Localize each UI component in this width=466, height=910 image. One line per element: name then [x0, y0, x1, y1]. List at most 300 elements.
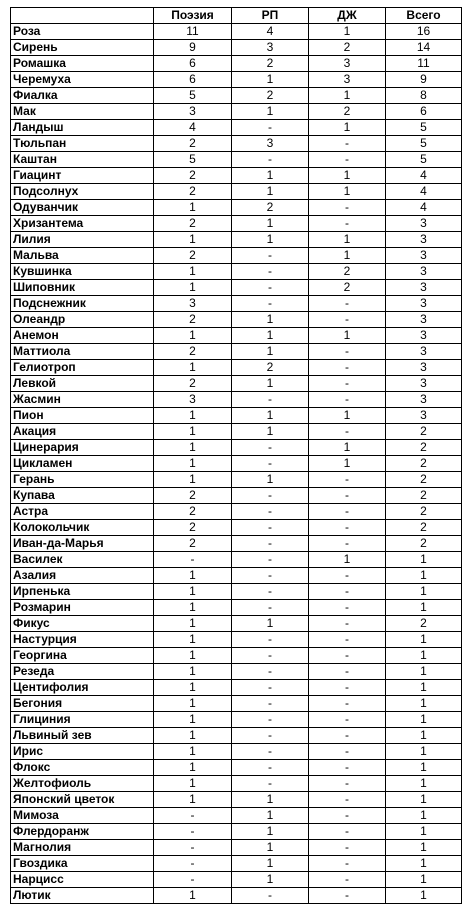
cell-total[interactable]: 2: [386, 440, 462, 456]
cell-total[interactable]: 2: [386, 488, 462, 504]
cell-name[interactable]: Центифолия: [11, 680, 154, 696]
cell-name[interactable]: Ирис: [11, 744, 154, 760]
cell-dj[interactable]: 1: [309, 24, 386, 40]
cell-dj[interactable]: 2: [309, 104, 386, 120]
cell-total[interactable]: 8: [386, 88, 462, 104]
cell-total[interactable]: 1: [386, 824, 462, 840]
cell-name[interactable]: Бегония: [11, 696, 154, 712]
cell-poetry[interactable]: 1: [154, 712, 232, 728]
cell-rp[interactable]: -: [232, 712, 309, 728]
cell-poetry[interactable]: 2: [154, 344, 232, 360]
cell-poetry[interactable]: 1: [154, 792, 232, 808]
cell-name[interactable]: Японский цветок: [11, 792, 154, 808]
cell-rp[interactable]: -: [232, 728, 309, 744]
cell-dj[interactable]: -: [309, 296, 386, 312]
cell-total[interactable]: 2: [386, 472, 462, 488]
cell-total[interactable]: 1: [386, 808, 462, 824]
cell-poetry[interactable]: 2: [154, 376, 232, 392]
cell-rp[interactable]: 2: [232, 360, 309, 376]
table-row: [11, 600, 462, 616]
cell-dj[interactable]: -: [309, 536, 386, 552]
cell-name[interactable]: Тюльпан: [11, 136, 154, 152]
cell-name[interactable]: Цикламен: [11, 456, 154, 472]
cell-name[interactable]: Гвоздика: [11, 856, 154, 872]
cell-poetry[interactable]: 1: [154, 760, 232, 776]
header-cell-total[interactable]: Всего: [386, 8, 462, 24]
cell-rp[interactable]: 1: [232, 408, 309, 424]
cell-name[interactable]: Ромашка: [11, 56, 154, 72]
cell-name[interactable]: Цинерария: [11, 440, 154, 456]
cell-rp[interactable]: 1: [232, 216, 309, 232]
cell-poetry[interactable]: 1: [154, 424, 232, 440]
cell-dj[interactable]: -: [309, 504, 386, 520]
cell-dj[interactable]: -: [309, 824, 386, 840]
cell-rp[interactable]: 1: [232, 184, 309, 200]
cell-dj[interactable]: -: [309, 360, 386, 376]
cell-dj[interactable]: -: [309, 888, 386, 904]
cell-dj[interactable]: -: [309, 872, 386, 888]
cell-poetry[interactable]: -: [154, 824, 232, 840]
table-row: [11, 632, 462, 648]
cell-rp[interactable]: -: [232, 488, 309, 504]
cell-rp[interactable]: -: [232, 632, 309, 648]
cell-poetry[interactable]: 3: [154, 104, 232, 120]
table-row: [11, 728, 462, 744]
cell-name[interactable]: Глициния: [11, 712, 154, 728]
cell-name[interactable]: Герань: [11, 472, 154, 488]
header-row: [11, 8, 462, 24]
cell-total[interactable]: 3: [386, 408, 462, 424]
cell-poetry[interactable]: 2: [154, 216, 232, 232]
cell-rp[interactable]: 1: [232, 72, 309, 88]
cell-dj[interactable]: -: [309, 728, 386, 744]
table-row: [11, 520, 462, 536]
cell-poetry[interactable]: 1: [154, 776, 232, 792]
cell-poetry[interactable]: 1: [154, 632, 232, 648]
cell-name[interactable]: Иван-да-Марья: [11, 536, 154, 552]
cell-poetry[interactable]: 1: [154, 280, 232, 296]
table-row: [11, 280, 462, 296]
cell-total[interactable]: 11: [386, 56, 462, 72]
cell-total[interactable]: 1: [386, 696, 462, 712]
cell-total[interactable]: 6: [386, 104, 462, 120]
cell-dj[interactable]: 2: [309, 40, 386, 56]
cell-total[interactable]: 3: [386, 312, 462, 328]
cell-total[interactable]: 3: [386, 360, 462, 376]
cell-rp[interactable]: 1: [232, 792, 309, 808]
cell-poetry[interactable]: 1: [154, 472, 232, 488]
cell-dj[interactable]: -: [309, 744, 386, 760]
cell-dj[interactable]: -: [309, 472, 386, 488]
cell-dj[interactable]: 1: [309, 88, 386, 104]
cell-total[interactable]: 4: [386, 168, 462, 184]
cell-poetry[interactable]: 2: [154, 504, 232, 520]
cell-name[interactable]: Гиацинт: [11, 168, 154, 184]
table-row: [11, 552, 462, 568]
cell-total[interactable]: 5: [386, 136, 462, 152]
cell-name[interactable]: Василек: [11, 552, 154, 568]
cell-total[interactable]: 3: [386, 232, 462, 248]
cell-name[interactable]: Флердоранж: [11, 824, 154, 840]
cell-dj[interactable]: -: [309, 648, 386, 664]
cell-poetry[interactable]: -: [154, 840, 232, 856]
cell-dj[interactable]: -: [309, 664, 386, 680]
table-row: [11, 360, 462, 376]
cell-rp[interactable]: 1: [232, 872, 309, 888]
cell-dj[interactable]: 1: [309, 184, 386, 200]
cell-total[interactable]: 1: [386, 840, 462, 856]
cell-total[interactable]: 2: [386, 536, 462, 552]
cell-dj[interactable]: -: [309, 792, 386, 808]
cell-rp[interactable]: -: [232, 680, 309, 696]
cell-total[interactable]: 5: [386, 120, 462, 136]
cell-rp[interactable]: -: [232, 440, 309, 456]
cell-name[interactable]: Колокольчик: [11, 520, 154, 536]
cell-total[interactable]: 4: [386, 200, 462, 216]
cell-dj[interactable]: 1: [309, 456, 386, 472]
cell-rp[interactable]: 3: [232, 40, 309, 56]
cell-poetry[interactable]: 2: [154, 184, 232, 200]
cell-rp[interactable]: -: [232, 664, 309, 680]
cell-poetry[interactable]: 2: [154, 488, 232, 504]
cell-name[interactable]: Мальва: [11, 248, 154, 264]
cell-dj[interactable]: 1: [309, 408, 386, 424]
cell-total[interactable]: 3: [386, 296, 462, 312]
cell-total[interactable]: 1: [386, 680, 462, 696]
cell-rp[interactable]: -: [232, 264, 309, 280]
cell-rp[interactable]: 3: [232, 136, 309, 152]
cell-name[interactable]: Роза: [11, 24, 154, 40]
cell-dj[interactable]: -: [309, 392, 386, 408]
cell-rp[interactable]: -: [232, 648, 309, 664]
cell-poetry[interactable]: -: [154, 856, 232, 872]
cell-dj[interactable]: -: [309, 488, 386, 504]
cell-poetry[interactable]: 3: [154, 392, 232, 408]
cell-total[interactable]: 1: [386, 872, 462, 888]
cell-rp[interactable]: -: [232, 120, 309, 136]
cell-dj[interactable]: 1: [309, 552, 386, 568]
cell-rp[interactable]: 1: [232, 344, 309, 360]
cell-total[interactable]: 2: [386, 504, 462, 520]
cell-poetry[interactable]: 2: [154, 248, 232, 264]
table-row: [11, 424, 462, 440]
cell-dj[interactable]: -: [309, 584, 386, 600]
cell-poetry[interactable]: 1: [154, 200, 232, 216]
cell-total[interactable]: 1: [386, 552, 462, 568]
cell-total[interactable]: 1: [386, 568, 462, 584]
cell-dj[interactable]: -: [309, 200, 386, 216]
cell-rp[interactable]: 1: [232, 104, 309, 120]
cell-total[interactable]: 1: [386, 888, 462, 904]
cell-poetry[interactable]: 1: [154, 440, 232, 456]
cell-total[interactable]: 1: [386, 856, 462, 872]
cell-total[interactable]: 3: [386, 280, 462, 296]
cell-poetry[interactable]: 2: [154, 136, 232, 152]
cell-total[interactable]: 1: [386, 648, 462, 664]
cell-rp[interactable]: 1: [232, 312, 309, 328]
cell-rp[interactable]: -: [232, 280, 309, 296]
cell-poetry[interactable]: 2: [154, 168, 232, 184]
cell-dj[interactable]: -: [309, 680, 386, 696]
cell-name[interactable]: Резеда: [11, 664, 154, 680]
cell-total[interactable]: 2: [386, 616, 462, 632]
cell-dj[interactable]: -: [309, 136, 386, 152]
cell-rp[interactable]: 1: [232, 840, 309, 856]
cell-rp[interactable]: -: [232, 600, 309, 616]
cell-dj[interactable]: -: [309, 216, 386, 232]
cell-name[interactable]: Маттиола: [11, 344, 154, 360]
cell-total[interactable]: 3: [386, 344, 462, 360]
table-row: [11, 584, 462, 600]
header-cell-rp[interactable]: РП: [232, 8, 309, 24]
cell-poetry[interactable]: 1: [154, 888, 232, 904]
cell-name[interactable]: Лилия: [11, 232, 154, 248]
cell-dj[interactable]: 3: [309, 72, 386, 88]
cell-dj[interactable]: 1: [309, 232, 386, 248]
cell-rp[interactable]: 1: [232, 856, 309, 872]
cell-poetry[interactable]: 1: [154, 648, 232, 664]
cell-poetry[interactable]: 2: [154, 520, 232, 536]
cell-poetry[interactable]: 1: [154, 328, 232, 344]
cell-dj[interactable]: -: [309, 520, 386, 536]
cell-name[interactable]: Львиный зев: [11, 728, 154, 744]
cell-rp[interactable]: -: [232, 760, 309, 776]
cell-poetry[interactable]: 1: [154, 584, 232, 600]
cell-total[interactable]: 2: [386, 520, 462, 536]
cell-name[interactable]: Фикус: [11, 616, 154, 632]
cell-dj[interactable]: -: [309, 152, 386, 168]
table-row: [11, 568, 462, 584]
cell-poetry[interactable]: -: [154, 872, 232, 888]
cell-name[interactable]: Акация: [11, 424, 154, 440]
cell-poetry[interactable]: 1: [154, 232, 232, 248]
cell-dj[interactable]: 1: [309, 168, 386, 184]
table-row: [11, 40, 462, 56]
cell-name[interactable]: Олеандр: [11, 312, 154, 328]
cell-total[interactable]: 1: [386, 728, 462, 744]
cell-poetry[interactable]: 1: [154, 744, 232, 760]
cell-name[interactable]: Флокс: [11, 760, 154, 776]
cell-rp[interactable]: -: [232, 568, 309, 584]
cell-total[interactable]: 3: [386, 328, 462, 344]
cell-dj[interactable]: 1: [309, 120, 386, 136]
cell-name[interactable]: Кувшинка: [11, 264, 154, 280]
cell-rp[interactable]: -: [232, 152, 309, 168]
table-row: [11, 776, 462, 792]
cell-total[interactable]: 1: [386, 744, 462, 760]
cell-rp[interactable]: -: [232, 584, 309, 600]
cell-total[interactable]: 3: [386, 376, 462, 392]
cell-name[interactable]: Магнолия: [11, 840, 154, 856]
cell-total[interactable]: 9: [386, 72, 462, 88]
cell-name[interactable]: Анемон: [11, 328, 154, 344]
cell-name[interactable]: Фиалка: [11, 88, 154, 104]
cell-dj[interactable]: -: [309, 856, 386, 872]
cell-name[interactable]: Нарцисс: [11, 872, 154, 888]
cell-name[interactable]: Желтофиоль: [11, 776, 154, 792]
cell-total[interactable]: 1: [386, 600, 462, 616]
cell-rp[interactable]: 4: [232, 24, 309, 40]
cell-dj[interactable]: -: [309, 616, 386, 632]
cell-name[interactable]: Жасмин: [11, 392, 154, 408]
cell-name[interactable]: Каштан: [11, 152, 154, 168]
cell-name[interactable]: Мак: [11, 104, 154, 120]
cell-poetry[interactable]: 9: [154, 40, 232, 56]
cell-name[interactable]: Ландыш: [11, 120, 154, 136]
cell-dj[interactable]: -: [309, 344, 386, 360]
table-row: [11, 296, 462, 312]
cell-total[interactable]: 1: [386, 712, 462, 728]
cell-total[interactable]: 2: [386, 456, 462, 472]
cell-name[interactable]: Азалия: [11, 568, 154, 584]
cell-poetry[interactable]: 1: [154, 456, 232, 472]
cell-dj[interactable]: 1: [309, 248, 386, 264]
cell-rp[interactable]: -: [232, 296, 309, 312]
cell-rp[interactable]: -: [232, 744, 309, 760]
cell-name[interactable]: Георгина: [11, 648, 154, 664]
cell-total[interactable]: 3: [386, 264, 462, 280]
cell-name[interactable]: Пион: [11, 408, 154, 424]
cell-name[interactable]: Лютик: [11, 888, 154, 904]
cell-dj[interactable]: 2: [309, 264, 386, 280]
cell-rp[interactable]: 2: [232, 56, 309, 72]
table-row: [11, 104, 462, 120]
cell-total[interactable]: 1: [386, 760, 462, 776]
cell-total[interactable]: 2: [386, 424, 462, 440]
cell-total[interactable]: 4: [386, 184, 462, 200]
cell-dj[interactable]: -: [309, 696, 386, 712]
cell-rp[interactable]: 1: [232, 424, 309, 440]
cell-poetry[interactable]: 1: [154, 264, 232, 280]
table-row: [11, 840, 462, 856]
cell-name[interactable]: Подсолнух: [11, 184, 154, 200]
cell-rp[interactable]: 1: [232, 824, 309, 840]
cell-name[interactable]: Гелиотроп: [11, 360, 154, 376]
cell-rp[interactable]: 1: [232, 376, 309, 392]
cell-rp[interactable]: 1: [232, 472, 309, 488]
cell-dj[interactable]: 1: [309, 440, 386, 456]
cell-poetry[interactable]: 1: [154, 664, 232, 680]
cell-name[interactable]: Шиповник: [11, 280, 154, 296]
cell-poetry[interactable]: 6: [154, 72, 232, 88]
cell-total[interactable]: 3: [386, 392, 462, 408]
cell-rp[interactable]: -: [232, 776, 309, 792]
cell-name[interactable]: Хризантема: [11, 216, 154, 232]
cell-poetry[interactable]: 1: [154, 600, 232, 616]
cell-dj[interactable]: -: [309, 840, 386, 856]
cell-name[interactable]: Настурция: [11, 632, 154, 648]
cell-poetry[interactable]: 1: [154, 680, 232, 696]
header-cell-dj[interactable]: ДЖ: [309, 8, 386, 24]
cell-poetry[interactable]: 1: [154, 360, 232, 376]
cell-dj[interactable]: -: [309, 376, 386, 392]
cell-poetry[interactable]: 4: [154, 120, 232, 136]
cell-total[interactable]: 3: [386, 248, 462, 264]
cell-total[interactable]: 5: [386, 152, 462, 168]
cell-dj[interactable]: -: [309, 712, 386, 728]
cell-rp[interactable]: -: [232, 392, 309, 408]
cell-rp[interactable]: 1: [232, 328, 309, 344]
header-cell-name[interactable]: [11, 8, 154, 24]
cell-total[interactable]: 14: [386, 40, 462, 56]
cell-poetry[interactable]: 2: [154, 312, 232, 328]
cell-name[interactable]: Одуванчик: [11, 200, 154, 216]
cell-rp[interactable]: -: [232, 520, 309, 536]
cell-poetry[interactable]: 11: [154, 24, 232, 40]
cell-poetry[interactable]: -: [154, 808, 232, 824]
cell-dj[interactable]: -: [309, 424, 386, 440]
cell-rp[interactable]: 1: [232, 808, 309, 824]
cell-rp[interactable]: 2: [232, 200, 309, 216]
cell-total[interactable]: 16: [386, 24, 462, 40]
cell-poetry[interactable]: -: [154, 552, 232, 568]
cell-rp[interactable]: 1: [232, 232, 309, 248]
cell-name[interactable]: Мимоза: [11, 808, 154, 824]
cell-total[interactable]: 1: [386, 584, 462, 600]
cell-rp[interactable]: -: [232, 552, 309, 568]
cell-poetry[interactable]: 1: [154, 728, 232, 744]
cell-dj[interactable]: -: [309, 568, 386, 584]
cell-poetry[interactable]: 5: [154, 88, 232, 104]
table-row: [11, 680, 462, 696]
cell-poetry[interactable]: 2: [154, 536, 232, 552]
cell-total[interactable]: 1: [386, 792, 462, 808]
cell-name[interactable]: Купава: [11, 488, 154, 504]
cell-dj[interactable]: -: [309, 632, 386, 648]
cell-rp[interactable]: -: [232, 536, 309, 552]
cell-rp[interactable]: 1: [232, 616, 309, 632]
cell-total[interactable]: 3: [386, 216, 462, 232]
cell-dj[interactable]: 3: [309, 56, 386, 72]
cell-rp[interactable]: -: [232, 504, 309, 520]
table-row: [11, 712, 462, 728]
cell-rp[interactable]: -: [232, 248, 309, 264]
cell-poetry[interactable]: 5: [154, 152, 232, 168]
cell-poetry[interactable]: 6: [154, 56, 232, 72]
cell-total[interactable]: 1: [386, 632, 462, 648]
cell-poetry[interactable]: 1: [154, 696, 232, 712]
cell-name[interactable]: Ирпенька: [11, 584, 154, 600]
cell-name[interactable]: Розмарин: [11, 600, 154, 616]
cell-dj[interactable]: -: [309, 312, 386, 328]
cell-name[interactable]: Сирень: [11, 40, 154, 56]
cell-dj[interactable]: 2: [309, 280, 386, 296]
cell-poetry[interactable]: 1: [154, 568, 232, 584]
cell-dj[interactable]: -: [309, 600, 386, 616]
cell-rp[interactable]: -: [232, 888, 309, 904]
cell-dj[interactable]: 1: [309, 328, 386, 344]
cell-dj[interactable]: -: [309, 776, 386, 792]
cell-name[interactable]: Черемуха: [11, 72, 154, 88]
header-cell-poetry[interactable]: Поэзия: [154, 8, 232, 24]
cell-name[interactable]: Подснежник: [11, 296, 154, 312]
cell-name[interactable]: Левкой: [11, 376, 154, 392]
cell-total[interactable]: 1: [386, 664, 462, 680]
cell-rp[interactable]: 1: [232, 168, 309, 184]
cell-dj[interactable]: -: [309, 808, 386, 824]
cell-dj[interactable]: -: [309, 760, 386, 776]
cell-total[interactable]: 1: [386, 776, 462, 792]
cell-rp[interactable]: 2: [232, 88, 309, 104]
cell-name[interactable]: Астра: [11, 504, 154, 520]
table-row: [11, 136, 462, 152]
cell-poetry[interactable]: 3: [154, 296, 232, 312]
table-row: [11, 488, 462, 504]
cell-rp[interactable]: -: [232, 456, 309, 472]
cell-poetry[interactable]: 1: [154, 616, 232, 632]
cell-poetry[interactable]: 1: [154, 408, 232, 424]
cell-rp[interactable]: -: [232, 696, 309, 712]
